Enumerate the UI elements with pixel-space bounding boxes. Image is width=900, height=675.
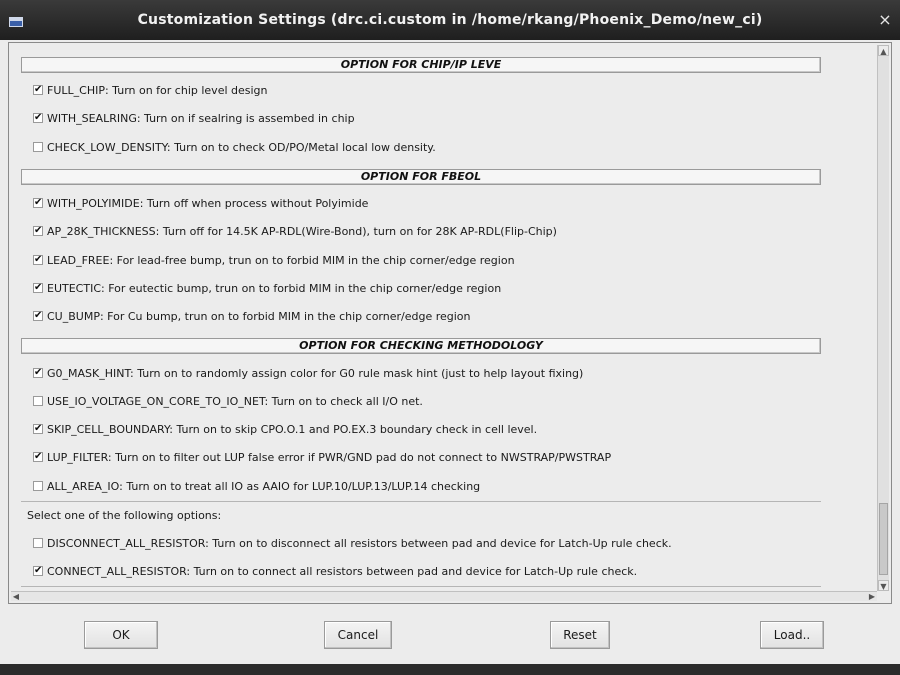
option-label: LUP_FILTER: Turn on to filter out LUP false error if PWR/GND pad do not connect to NWSTRAP/PWSTRAP bbox=[47, 451, 612, 464]
options-scroll-area[interactable] bbox=[11, 45, 875, 591]
divider bbox=[21, 586, 821, 587]
checkbox[interactable] bbox=[33, 538, 43, 548]
option-label: LEAD_FREE: For lead-free bump, trun on to forbid MIM in the chip corner/edge region bbox=[47, 254, 515, 267]
bottom-strip bbox=[0, 664, 900, 675]
close-icon[interactable]: × bbox=[878, 10, 892, 29]
option-label: G0_MASK_HINT: Turn on to randomly assign color for G0 rule mask hint (just to help layout fixing) bbox=[47, 367, 584, 380]
checkbox[interactable]: ✔ bbox=[34, 112, 43, 123]
scroll-down-icon[interactable]: ▼ bbox=[878, 580, 889, 591]
scroll-up-icon[interactable]: ▲ bbox=[878, 45, 889, 56]
option-label: AP_28K_THICKNESS: Turn off for 14.5K AP-RDL(Wire-Bond), turn on for 28K AP-RDL(Flip-Chip) bbox=[47, 225, 557, 238]
options-panel bbox=[8, 42, 892, 604]
option-label: CONNECT_ALL_RESISTOR: Turn on to connect all resistors between pad and device for Latch-Up rule check. bbox=[47, 565, 638, 578]
section-header-fbeol: OPTION FOR FBEOL bbox=[21, 169, 821, 185]
checkbox[interactable]: ✔ bbox=[34, 565, 43, 576]
horizontal-scrollbar[interactable] bbox=[11, 591, 877, 601]
checkbox[interactable] bbox=[33, 396, 43, 406]
button-bar bbox=[0, 606, 900, 664]
section-header-chip-ip-level: OPTION FOR CHIP/IP LEVE bbox=[21, 57, 821, 73]
ok-button[interactable]: OK bbox=[84, 621, 158, 649]
load-button[interactable]: Load.. bbox=[760, 621, 824, 649]
select-group-prompt: Select one of the following options: bbox=[27, 509, 222, 522]
section-header-checking-methodology: OPTION FOR CHECKING METHODOLOGY bbox=[21, 338, 821, 354]
option-label: WITH_POLYIMIDE: Turn off when process without Polyimide bbox=[47, 197, 369, 210]
window-menu-icon[interactable] bbox=[9, 17, 23, 27]
checkbox[interactable] bbox=[33, 142, 43, 152]
scroll-left-icon[interactable]: ◀ bbox=[12, 592, 20, 601]
scroll-right-icon[interactable]: ▶ bbox=[868, 592, 876, 601]
vertical-scrollbar[interactable] bbox=[877, 45, 889, 591]
option-label: EUTECTIC: For eutectic bump, trun on to forbid MIM in the chip corner/edge region bbox=[47, 282, 502, 295]
checkbox[interactable]: ✔ bbox=[34, 367, 43, 378]
checkbox[interactable]: ✔ bbox=[34, 451, 43, 462]
checkbox[interactable]: ✔ bbox=[34, 423, 43, 434]
option-label: WITH_SEALRING: Turn on if sealring is assembed in chip bbox=[47, 112, 355, 125]
checkbox[interactable]: ✔ bbox=[34, 197, 43, 208]
title-bar[interactable] bbox=[0, 0, 900, 40]
option-label: ALL_AREA_IO: Turn on to treat all IO as AAIO for LUP.10/LUP.13/LUP.14 checking bbox=[47, 480, 481, 493]
reset-button[interactable]: Reset bbox=[550, 621, 610, 649]
option-label: DISCONNECT_ALL_RESISTOR: Turn on to disconnect all resistors between pad and device for Latch-Up rule check. bbox=[47, 537, 672, 550]
checkbox[interactable]: ✔ bbox=[34, 225, 43, 236]
checkbox[interactable]: ✔ bbox=[34, 84, 43, 95]
window-title: Customization Settings (drc.ci.custom in /home/rkang/Phoenix_Demo/new_ci) bbox=[137, 12, 763, 28]
option-label: CU_BUMP: For Cu bump, trun on to forbid MIM in the chip corner/edge region bbox=[47, 310, 471, 323]
checkbox[interactable]: ✔ bbox=[34, 254, 43, 265]
checkbox[interactable] bbox=[33, 481, 43, 491]
cancel-button[interactable]: Cancel bbox=[324, 621, 392, 649]
option-label: FULL_CHIP: Turn on for chip level design bbox=[47, 84, 268, 97]
checkbox[interactable]: ✔ bbox=[34, 282, 43, 293]
scrollbar-thumb[interactable] bbox=[879, 503, 888, 575]
option-label: USE_IO_VOLTAGE_ON_CORE_TO_IO_NET: Turn on to check all I/O net. bbox=[47, 395, 423, 408]
option-label: CHECK_LOW_DENSITY: Turn on to check OD/PO/Metal local low density. bbox=[47, 141, 436, 154]
option-label: SKIP_CELL_BOUNDARY: Turn on to skip CPO.O.1 and PO.EX.3 boundary check in cell level. bbox=[47, 423, 538, 436]
checkbox[interactable]: ✔ bbox=[34, 310, 43, 321]
divider bbox=[21, 501, 821, 502]
